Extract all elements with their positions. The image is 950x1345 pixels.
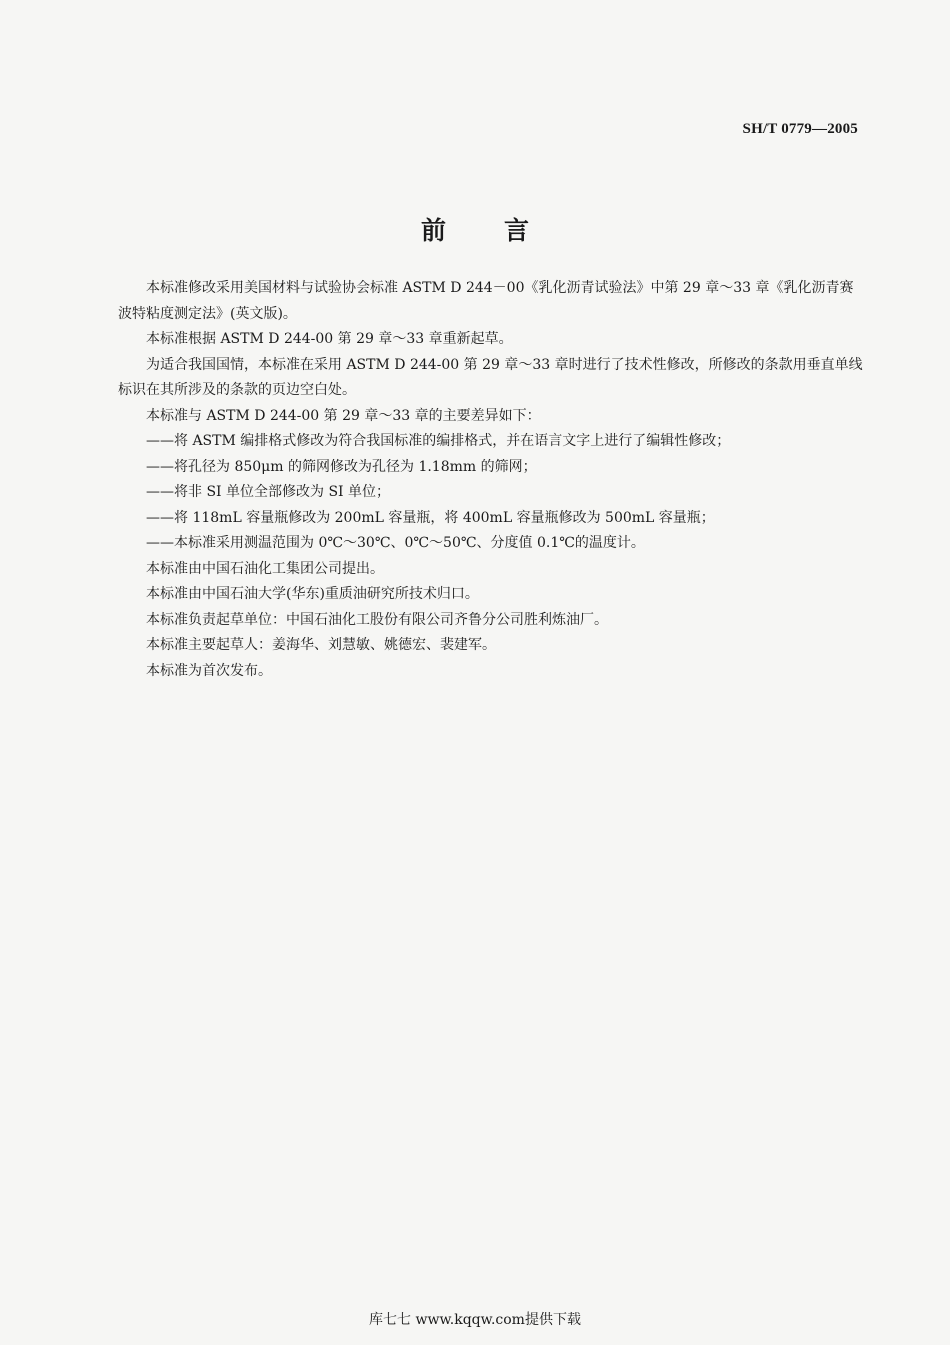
paragraph: 本标准根据 ASTM D 244-00 第 29 章～33 章重新起草。 bbox=[146, 331, 513, 347]
paragraph: 本标准修改采用美国材料与试验协会标准 ASTM D 244－00《乳化沥青试验法》中第 29 章～33 章《乳化沥青赛波特粘度测定法》(英文版)。 bbox=[118, 280, 854, 322]
paragraph: 本标准负责起草单位：中国石油化工股份有限公司齐鲁分公司胜利炼油厂。 bbox=[146, 611, 608, 628]
paragraph: 为适合我国国情，本标准在采用 ASTM D 244-00 第 29 章～33 章时进行了技术性修改，所修改的条款用垂直单线标识在其所涉及的条款的页边空白处。 bbox=[118, 356, 863, 398]
standard-code: SH/T 0779—2005 bbox=[742, 121, 858, 137]
paragraph: 本标准主要起草人：姜海华、刘慧敏、姚德宏、裴建军。 bbox=[146, 637, 496, 653]
list-item: ——将 ASTM 编排格式修改为符合我国标准的编排格式，并在语言文字上进行了编辑性修改； bbox=[146, 433, 731, 449]
download-source-footer: 库七七 www.kqqw.com提供下载 bbox=[369, 1312, 581, 1328]
list-item: ——将非 SI 单位全部修改为 SI 单位； bbox=[146, 484, 391, 500]
foreword-body bbox=[118, 276, 864, 684]
list-item: ——将 118mL 容量瓶修改为 200mL 容量瓶，将 400mL 容量瓶修改为 500mL 容量瓶； bbox=[146, 509, 715, 526]
paragraph: 本标准由中国石油化工集团公司提出。 bbox=[146, 560, 384, 577]
page-title: 前言 bbox=[420, 216, 587, 245]
paragraph: 本标准由中国石油大学(华东)重质油研究所技术归口。 bbox=[146, 586, 479, 602]
paragraph: 本标准与 ASTM D 244-00 第 29 章～33 章的主要差异如下： bbox=[146, 407, 541, 424]
list-item: ——将孔径为 850μm 的筛网修改为孔径为 1.18mm 的筛网； bbox=[146, 458, 537, 475]
list-item: ——本标准采用测温范围为 0℃～30℃、0℃～50℃、分度值 0.1℃的温度计。 bbox=[146, 535, 645, 551]
paragraph: 本标准为首次发布。 bbox=[146, 662, 272, 679]
